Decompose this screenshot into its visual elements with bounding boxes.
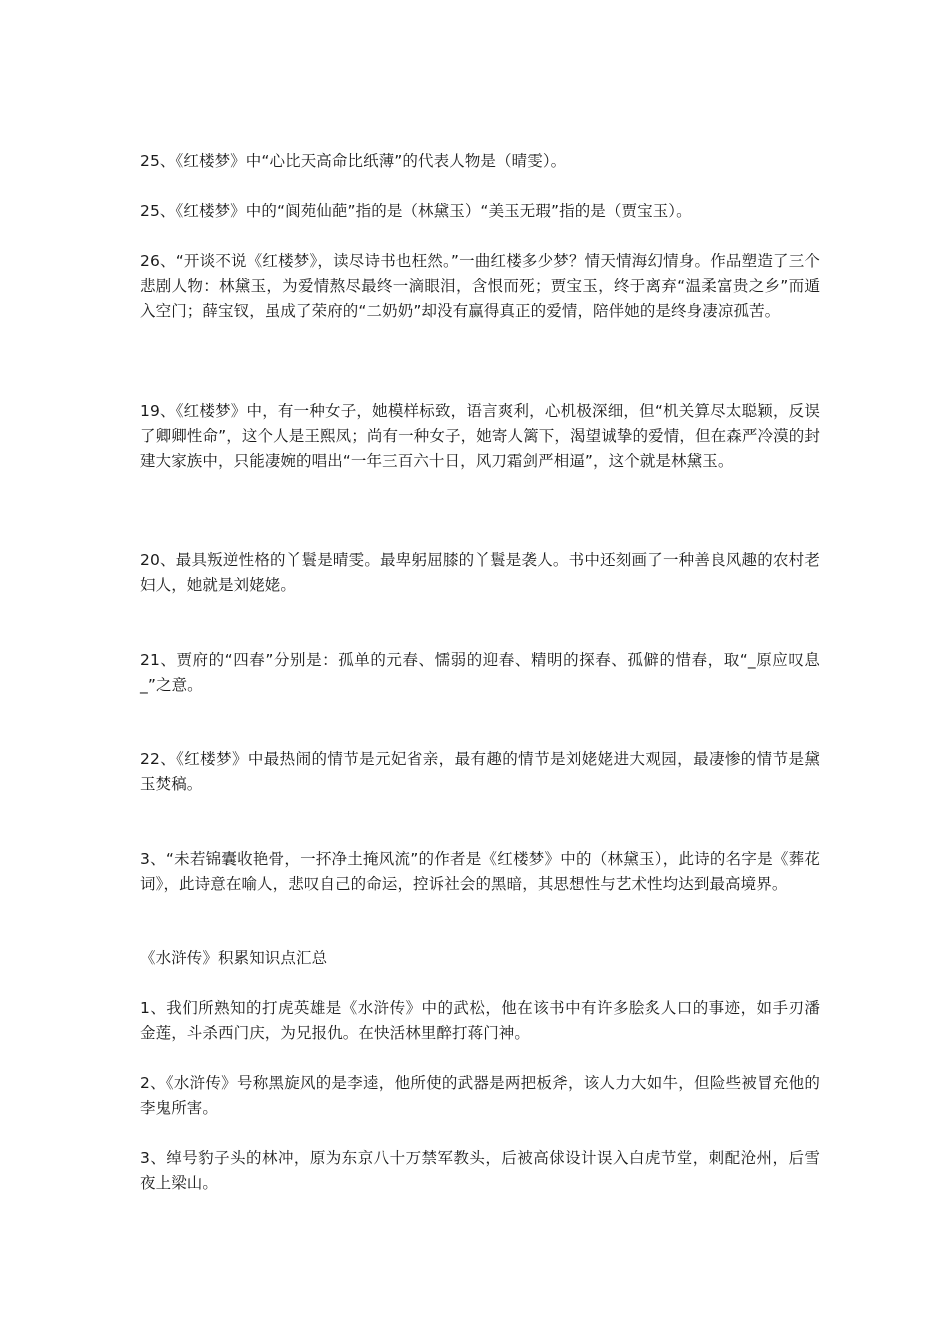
paragraph-3-linchong: 3、绰号豹子头的林冲，原为东京八十万禁军教头，后被高俅设计误入白虎节堂，刺配沧州，后雪夜上梁山。 (140, 1149, 820, 1192)
paragraph-3-zanghuaci: 3、“未若锦囊收艳骨，一抔净土掩风流”的作者是《红楼梦》中的（林黛玉），此诗的名字是《葬花词》，此诗意在喻人，悲叹自己的命运，控诉社会的黑暗，其思想性与艺术性均达到最高境界。 (140, 850, 820, 893)
paragraph-21-sichun: 21、贾府的“四春”分别是：孤单的元春、懦弱的迎春、精明的探春、孤僻的惜春，取“_原应叹息_”之意。 (140, 651, 820, 694)
paragraph-2-likui: 2、《水浒传》号称黑旋风的是李逵，他所使的武器是两把板斧，该人力大如牛，但险些被冒充他的李鬼所害。 (140, 1074, 820, 1117)
paragraph-20-qingwen: 20、最具叛逆性格的丫鬟是晴雯。最卑躬屈膝的丫鬟是袭人。书中还刻画了一种善良风趣的农村老妇人，她就是刘姥姥。 (140, 551, 820, 594)
paragraph-26-kaitan: 26、“开谈不说《红楼梦》，读尽诗书也枉然。”一曲红楼多少梦？情天情海幻情身。作品塑造了三个悲剧人物：林黛玉，为爱情熬尽最终一滴眼泪，含恨而死；贾宝玉，终于离弃“温柔富贵之乡”而遁入空门；薛宝钗，虽成了荣府的“二奶奶”却没有赢得真正的爱情，陪伴她的是终身凄凉孤苦。 (140, 252, 820, 320)
paragraph-22-qingjie: 22、《红楼梦》中最热闹的情节是元妃省亲，最有趣的情节是刘姥姥进大观园，最凄惨的情节是黛玉焚稿。 (140, 750, 820, 793)
paragraph-19-wangxifeng: 19、《红楼梦》中，有一种女子，她模样标致，语言爽利，心机极深细，但“机关算尽太聪颖，反误了卿卿性命”，这个人是王熙凤；尚有一种女子，她寄人篱下，渴望诚挚的爱情，但在森严冷漠的封建大家族中，只能凄婉的唱出“一年三百六十日，风刀霜剑严相逼”，这个就是林黛玉。 (140, 402, 820, 470)
paragraph-1-wusong: 1、我们所熟知的打虎英雄是《水浒传》中的武松，他在该书中有许多脍炙人口的事迹，如手刃潘金莲，斗杀西门庆，为兄报仇。在快活林里醉打蒋门神。 (140, 999, 820, 1042)
section-heading-shuihuzhuan: 《水浒传》积累知识点汇总 (140, 949, 328, 967)
paragraph-25-langyuanxianpa: 25、《红楼梦》中的“阆苑仙葩”指的是（林黛玉）“美玉无瑕”指的是（贾宝玉）。 (140, 202, 692, 220)
paragraph-25-xinbitiangao: 25、《红楼梦》中“心比天高命比纸薄”的代表人物是（晴雯）。 (140, 152, 567, 170)
